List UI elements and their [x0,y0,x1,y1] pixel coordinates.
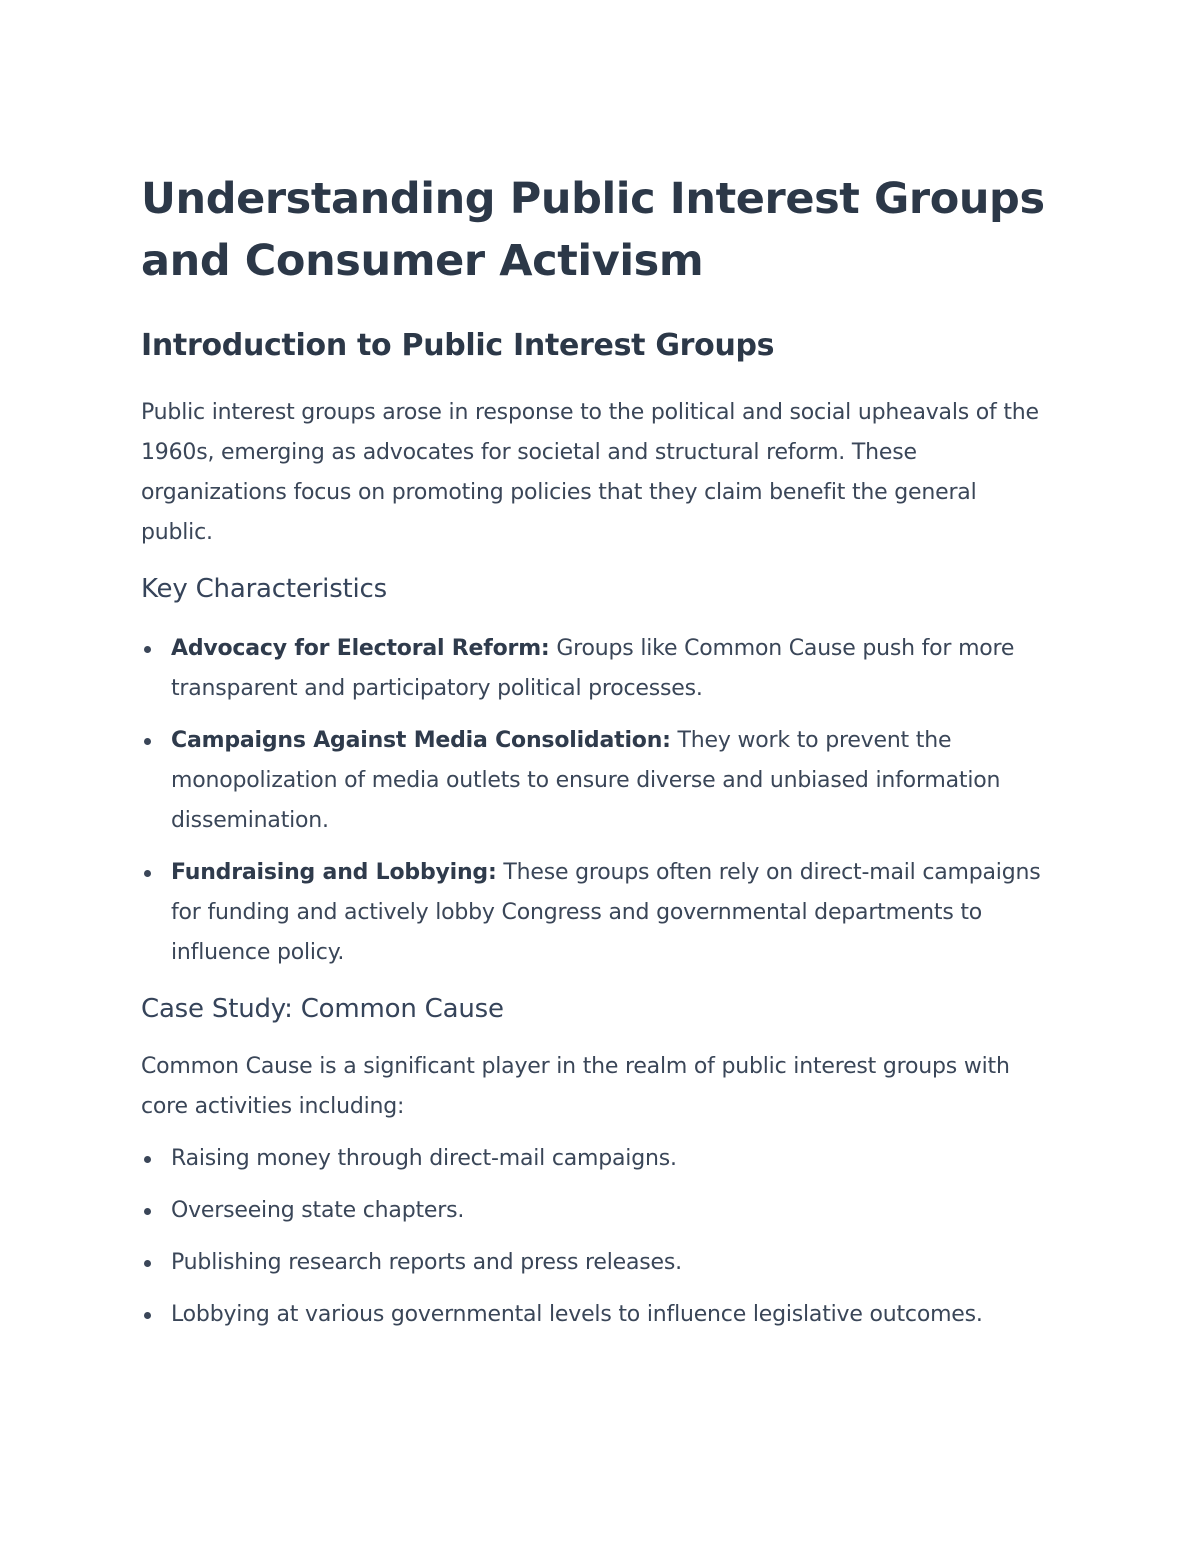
subsection-heading-case-study: Case Study: Common Cause [141,994,504,1024]
list-item-text: Raising money through direct-mail campaigns. [171,1146,677,1171]
subsection-heading-key-characteristics: Key Characteristics [141,574,387,604]
document-page [141,168,1051,1347]
list-item [141,1191,1051,1231]
list-item [141,721,1051,841]
list-item-term: Advocacy for Electoral Reform: [171,636,550,661]
list-item-term: Fundraising and Lobbying: [171,860,497,885]
list-item-text: Publishing research reports and press releases. [171,1250,682,1275]
intro-paragraph: Public interest groups arose in response to the political and social upheavals of the 1960s, emerging as advocates for societal and structural reform. These organizations focus on promoting policies that they claim benefit the general public. [141,400,1039,545]
list-item-text: Lobbying at various governmental levels to influence legislative outcomes. [171,1302,983,1327]
bullet-icon [144,646,151,653]
case-study-paragraph: Common Cause is a significant player in the realm of public interest groups with core activities including: [141,1054,1010,1119]
key-characteristics-list [141,629,1051,973]
section-heading-introduction: Introduction to Public Interest Groups [141,328,775,363]
bullet-icon [144,870,151,877]
list-item [141,853,1051,973]
bullet-icon [144,1312,151,1319]
list-item-text: Groups like Common Cause push for more transparent and participatory political processes. [171,636,1015,701]
list-item-text: These groups often rely on direct-mail campaigns for funding and actively lobby Congress and governmental departments to influence policy. [171,860,1041,965]
bullet-icon [144,738,151,745]
bullet-icon [144,1260,151,1267]
bullet-icon [144,1208,151,1215]
list-item [141,1243,1051,1283]
list-item [141,1139,1051,1179]
case-study-activities-list [141,1139,1051,1335]
list-item-text: They work to prevent the monopolization of media outlets to ensure diverse and unbiased information dissemination. [171,728,1001,833]
bullet-icon [144,1156,151,1163]
document-title: Understanding Public Interest Groups and Consumer Activism [141,174,1045,286]
list-item [141,1295,1051,1335]
list-item-term: Campaigns Against Media Consolidation: [171,728,671,753]
list-item [141,629,1051,709]
list-item-text: Overseeing state chapters. [171,1198,465,1223]
